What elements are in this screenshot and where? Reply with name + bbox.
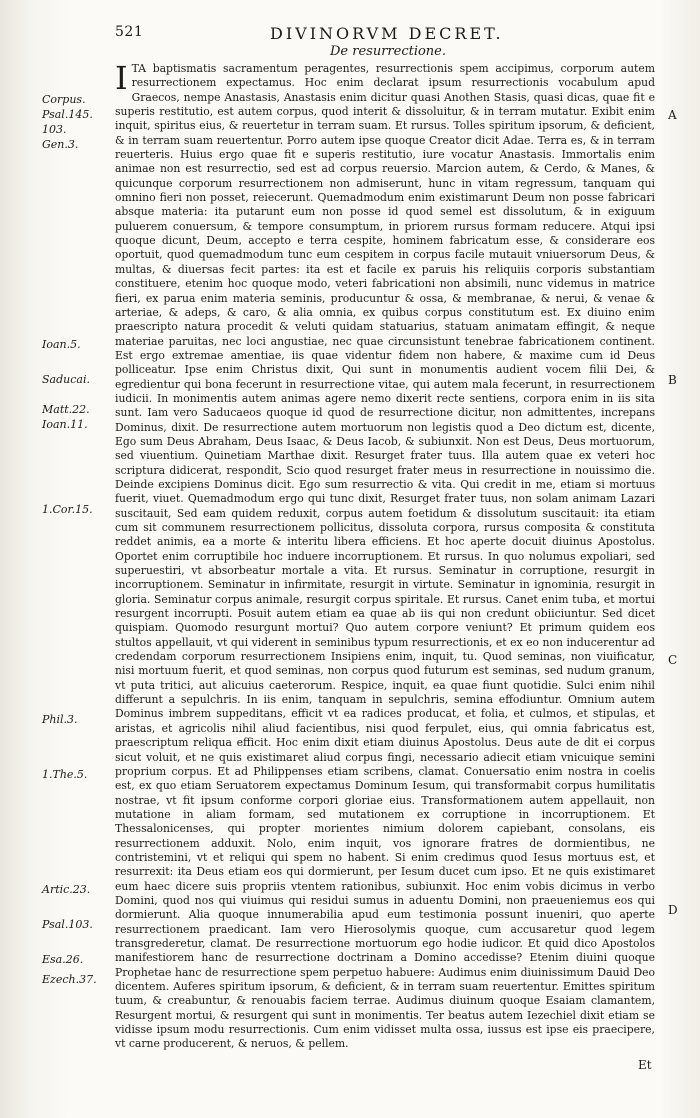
main-paragraph xyxy=(115,59,655,1052)
margin-note-103: 103. xyxy=(42,123,67,136)
margin-note-psal-145: Psal.145. xyxy=(42,108,93,121)
margin-note-1-cor-15: 1.Cor.15. xyxy=(42,503,93,516)
margin-note-1-the-5: 1.The.5. xyxy=(42,768,88,781)
section-letter-b: B xyxy=(668,373,677,387)
margin-note-matt-22: Matt.22. xyxy=(42,403,90,416)
section-letter-d: D xyxy=(668,903,678,917)
margin-note-saducai: Saducai. xyxy=(42,373,90,386)
section-title: De resurrectione. xyxy=(330,44,447,59)
margin-note-corpus: Corpus. xyxy=(42,93,86,106)
margin-note-artic-23: Artic.23. xyxy=(42,883,91,896)
margin-note-ioan-5: Ioan.5. xyxy=(42,338,81,351)
drop-cap: I xyxy=(115,59,128,97)
section-letter-a: A xyxy=(668,108,677,122)
paragraph-text: TA baptismatis sacramentum peragentes, resurrectionis spem accipimus, corporum autem resurrectionem expectamus. Hoc enim declarat ipsum resurrectionis vocabulum apud Graecos, nempe Anastasis, Anastasis enim dicitur quasi Anothen Stasis, quasi dicas, quae fit e superis restitutio, est autem corpus, quod interit & dissoluitur, & in terram mutatur. Exibit enim inquit, spiritus eius, & reuertetur in terram suam. Et rursus. Tolles spiritum ipsorum, & deficient, & in terram suam reuertentur. Porro autem ipse quoque Creator dicit Adae. Terra es, & in terram reuerteris. Huius ergo quae fit e superis restitutio, iure vocatur Anastasis. Immortalis enim animae non est resurrectio, sed est ad corpus reuersio. Marcion autem, & Cerdo, & Manes, & quicunque corporum resurrectionem non admiserunt, hunc in vitam regressum, tanquam qui omnino fieri non posset, reiecerunt. Quemadmodum enim existimarunt Deum non posse fabricari absque materia: ita putarunt eum non posse id quod semel est dissolutum, & in exiguum puluerem conuersum, & tempore consumptum, in priorem rursus formam reducere. Atqui ipsi quoque dicunt, Deum, accepto e terra cespite, hominem fabricatum esse, & considerare eos oportuit, quod quemadmodum tunc eum cespitem in corpus facile mutauit vniuersorum Deus, & multas, & diuersas fecit partes: ita est et facile ex paruis his reliquiis corporis substantiam constituere, etenim hoc quoque modo, veteri fabricationi non absimili, nunc videmus in matrice fieri, ex parua enim materia seminis, producuntur & ossa, & membranae, & nerui, & venae & arteriae, & adeps, & caro, & alia omnia, ex quibus corpus constitutum est. Ex diuino enim praescripto natura procedit & veluti quidam statuarius, statuam animatam effingit, & neque materiae paruitas, nec loci angustiae, nec quae circunsistunt tenebrae fabricationem continent. Est ergo extremae amentiae, iis quae videntur fidem non habere, & maxime cum id Deus polliceatur. Ipse enim Christus dixit, Qui sunt in monumentis audient vocem filii Dei, & egredientur qui bona fecerunt in resurrectione vitae, qui autem mala fecerunt, in resurrectionem iudicii. In monimentis autem animas agere nemo dixerit recte sentiens, corpora enim in iis sita sunt. Iam vero Saducaeos quoque id quod de resurrectione dicitur, non admittentes, increpans Dominus, dixit. De resurrectione autem mortuorum non legistis quod a Deo dictum est, dicente, Ego sum Deus Abraham, Deus Isaac, & Deus Iacob, & subiunxit. Non est Deus, Deus mortuorum, sed viuentium. Quinetiam Marthae dixit. Resurget frater tuus. Illa autem quae ex veteri hoc scriptura didicerat, respondit, Scio quod resurget frater meus in resurrectione in nouissimo die. Deinde excipiens Dominus dicit. Ego sum resurrectio & vita. Qui credit in me, etiam si mortuus fuerit, viuet. Quemadmodum ergo qui tunc dixit, Resurget frater tuus, non solam animam Lazari suscitauit, Sed eam quidem reduxit, corpus autem foetidum & dissolutum suscitauit: ita etiam cum sit communem resurrectionem pollicitus, dissoluta corpora, rursus composita & constituta reddet animis, ea a morte & interitu libera efficiens. Et hoc aperte docuit diuinus Apostolus. Oportet enim corruptibile hoc induere incorruptionem. Et rursus. In quo nolumus expoliari, sed superuestiri, vt absorbeatur mortale a vita. Et rursus. Seminatur in corruptione, resurgit in incorruptionem. Seminatur in infirmitate, resurgit in virtute. Seminatur in ignominia, resurgit in gloria. Seminatur corpus animale, resurgit corpus spiritale. Et rursus. Canet enim tuba, et mortui resurgent incorrupti. Posuit autem etiam ea quae ab iis qui non credunt obiiciuntur. Sed dicet quispiam. Quomodo resurgunt mortui? Quo autem corpore veniunt? Et primum quidem eos stultos appellauit, vt qui viderent in seminibus typum resurrectionis, et ex eo non inducerentur ad credendam corporum resurrectionem Insipiens enim, inquit, tu. Quod seminas, non viuificatur, nisi mortuum fuerit, et quod seminas, non corpus quod futurum est seminas, sed nudum granum, vt puta tritici, aut alicuius caeterorum. Respice, inquit, ea quae fiunt quotidie. Sulci enim nihil differunt a sepulchris. In iis enim, tanquam in sepulchris, semina effodiuntur. Omnium autem Dominus imbrem suppeditans, efficit vt ea radices producat, et folia, et culmos, et stipulas, et aristas, et agricolis nihil aliud facientibus, nisi quod ferpulet, eius, qui omnia fabricatus est, praescriptum reliqua efficit. Hoc enim dixit etiam diuinus Apostolus. Deus aute de dit ei corpus sicut voluit, et ne quis existimaret aliud corpus fingi, necessario adiecit etiam vnicuique semini proprium corpus. Et ad Philippenses etiam scribens, clamat. Conuersatio enim nostra in coelis est, ex quo etiam Seruatorem expectamus Dominum Iesum, qui transformabit corpus humilitatis nostrae, vt fit ipsum conforme corpori gloriae eius. Transformationem autem appellauit, non mutatione in aliam formam, sed mutationem ex corruptione in incorruptionem. Et Thessalonicenses, qui propter morientes nimium dolorem capiebant, consolans, eis resurrectionem adduxit. Nolo, enim inquit, vos ignorare fratres de dormientibus, ne contristemini, vt et reliqui qui spem no habent. Si enim credimus quod Iesus mortuus est, et resurrexit: ita Deus etiam eos qui dormierunt, per Iesum ducet cum ipso. Et ne quis existimaret eum haec dicere suis propriis vtentem rationibus, subiunxit. Hoc enim vobis dicimus in verbo Domini, quod nos qui viuimus qui residui sumus in aduentu Domini, non praeueniemus eos qui dormierunt. Alia quoque innumerabilia apud eum testimonia possunt inueniri, quo aperte resurrectionem praedicant. Iam vero Hierosolymis quoque, cum accusaretur quod legem transgrederetur, clamat. De resurrectione mortuorum ego hodie iudicor. Et quid dico Apostolos manifestiorem hanc de resurrectione doctrinam a Domino accedisse? Etenim diuini quoque Prophetae hanc de resurrectione spem perpetuo habuere: Audimus enim diuinissimum Dauid Deo dicentem. Auferes spiritum ipsorum, & deficient, & in terram suam reuertentur. Emittes spiritum tuum, & creabuntur, & renouabis faciem terrae. Audimus diuinum quoque Esaiam clamantem, Resurgent mortui, & resurgent qui sunt in monimentis. Ter beatus autem Iezechiel dixit etiam se vidisse ipsum modu resurrectionis. Cum enim vidisset multa ossa, iussus est ipse eis praecipere, vt carne producerent, & neruos, & pellem. xyxy=(115,62,655,1051)
catchword: Et xyxy=(638,1058,652,1072)
margin-note-gen-3: Gen.3. xyxy=(42,138,79,151)
margin-note-psal-103: Psal.103. xyxy=(42,918,93,931)
margin-note-esa-26: Esa.26. xyxy=(42,953,84,966)
page-number: 521 xyxy=(115,24,144,40)
margin-note-phil-3: Phil.3. xyxy=(42,713,78,726)
running-title: DIVINORVM DECRET. xyxy=(270,24,504,43)
margin-note-ezech-37: Ezech.37. xyxy=(42,973,97,986)
section-letter-c: C xyxy=(668,653,678,667)
margin-note-ioan-11: Ioan.11. xyxy=(42,418,88,431)
body-text xyxy=(115,59,655,1051)
